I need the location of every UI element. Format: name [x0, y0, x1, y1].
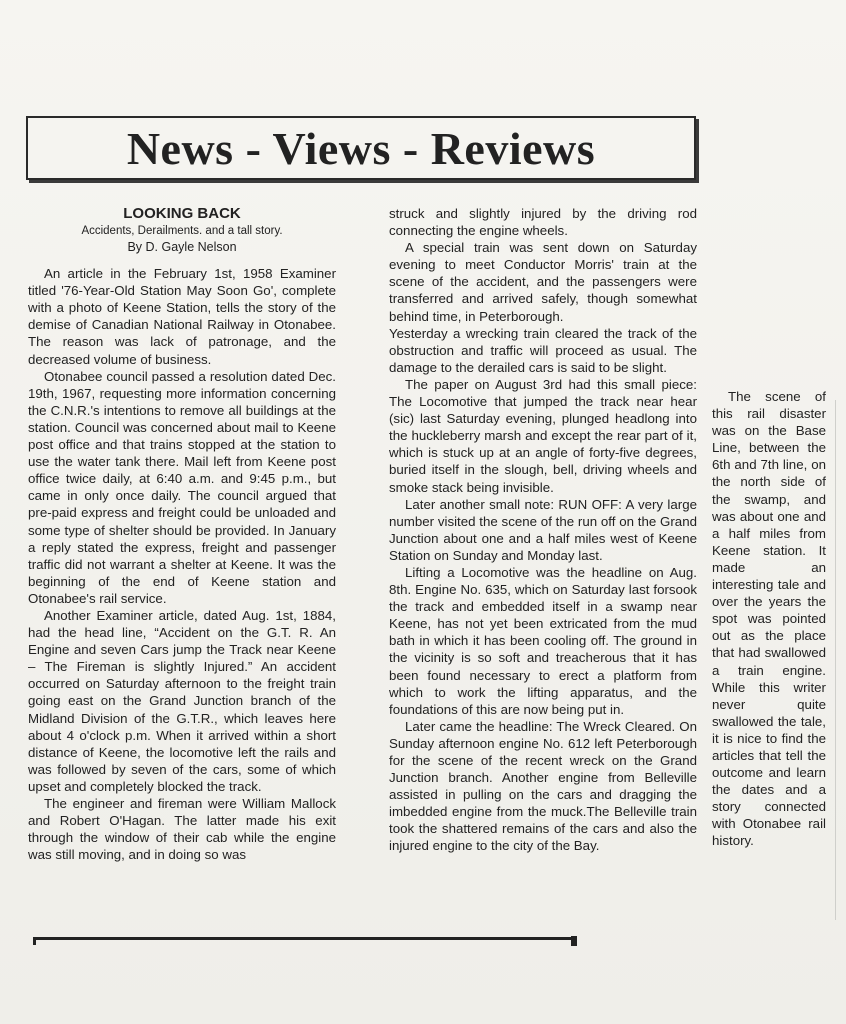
paragraph: The engineer and fireman were William Mallock and Robert O'Hagan. The latter made his exit through the window of their cab while the engine was still moving, and in doing so was	[28, 796, 336, 863]
paragraph: An article in the February 1st, 1958 Examiner titled '76-Year-Old Station May Soon Go', complete with a photo of Keene Station, tells the story of the demise of Canadian National Railway in Otonabee. The reason was lack of patronage, and the decreased volume of business.	[28, 266, 336, 367]
paragraph: struck and slightly injured by the driving rod connecting the engine wheels.	[389, 206, 697, 239]
paragraph: The scene of this rail disaster was on the Base Line, between the 6th and 7th line, on the north side of the swamp, and was about one and a half miles from Keene station. It made an interesting tale and over the years the spot was pointed out as the place that had swallowed a train engine. While this writer never quite swallowed the tale, it is nice to find the articles that tell the outcome and learn the dates and a story connected with Otonabee rail history.	[712, 389, 826, 849]
paragraph: Later another small note: RUN OFF: A very large number visited the scene of the run off on the Grand Junction about one and a half miles west of Keene Station on Sunday and Monday last.	[389, 496, 697, 563]
paragraph: Yesterday a wrecking train cleared the track of the obstruction and traffic will proceed as usual. The damage to the derailed cars is said to be slight.	[389, 325, 697, 375]
rule-cap-right	[571, 936, 577, 946]
article-header	[28, 205, 336, 255]
bottom-rule	[33, 937, 573, 940]
article-column-1	[28, 205, 336, 863]
column-divider	[835, 400, 836, 920]
paragraph: Later came the headline: The Wreck Cleared. On Sunday afternoon engine No. 612 left Peterborough for the scene of the recent wreck on the Grand Junction branch. Another engine from Belleville assisted in pulling on the cars and dragging the imbedded engine from the muck.The Belleville train took the shattered remains of the cars and also the injured engine to the city of the Bay.	[389, 718, 697, 854]
article-column-2	[389, 205, 697, 855]
paragraph: The paper on August 3rd had this small piece: The Locomotive that jumped the track near hear (sic) last Saturday evening, plunged headlong into the huckleberry marsh and except the rear part of it, which is stuck up at an angle of forty-five degrees, buried itself in the slough, bell, driving wheels and smoke stack being invisible.	[389, 376, 697, 495]
article-column-3	[712, 388, 826, 850]
rule-cap-left	[33, 937, 36, 945]
paragraph: Otonabee council passed a resolution dated Dec. 19th, 1967, requesting more information concerning the C.N.R.'s intentions to remove all buildings at the station. Council was concerned about mail to Keene post office and that trains stopped at the station to use the water tank there. Mail left from Keene post office twice daily, at 6:40 a.m. and 9:45 p.m., but came in only once daily. The council argued that pre-paid express and freight could be unloaded and some type of shelter should be provided. In January a reply stated the express, freight and passenger traffic did not warrant a shelter at Keene. It was the beginning of the end of Keene station and Otonabee's rail service.	[28, 368, 336, 606]
masthead	[26, 116, 696, 180]
masthead-title: News - Views - Reviews	[126, 122, 596, 174]
article-title: LOOKING BACK	[123, 205, 241, 222]
article-subtitle: Accidents, Derailments. and a tall story.	[81, 225, 283, 238]
paragraph: Lifting a Locomotive was the headline on Aug. 8th. Engine No. 635, which on Saturday last forsook the track and embedded itself in a swamp near Keene, has not yet been extricated from the mud bath in which it has been cooling off. The ground in the vicinity is so soft and treacherous that it has been found necessary to erect a platform from which to work the lifting apparatus, and the foundations of this are now being put in.	[389, 564, 697, 717]
paragraph: Another Examiner article, dated Aug. 1st, 1884, had the head line, “Accident on the G.T. R. An Engine and seven Cars jump the Track near Keene – The Fireman is slightly Injured.” An accident occurred on Saturday afternoon to the freight train going east on the Grand Junction branch of the Midland Division of the G.T.R., which leaves here about 4 o'clock p.m. When it arrived within a short distance of Keene, the locomotive left the rails and was followed by seven of the cars, some of which upset and completely blocked the track.	[28, 607, 336, 794]
article-byline: By D. Gayle Nelson	[127, 240, 237, 255]
paragraph: A special train was sent down on Saturday evening to meet Conductor Morris' train at the scene of the accident, and the passengers were transferred and arrived safely, though somewhat behind time, in Peterborough.	[389, 240, 697, 324]
